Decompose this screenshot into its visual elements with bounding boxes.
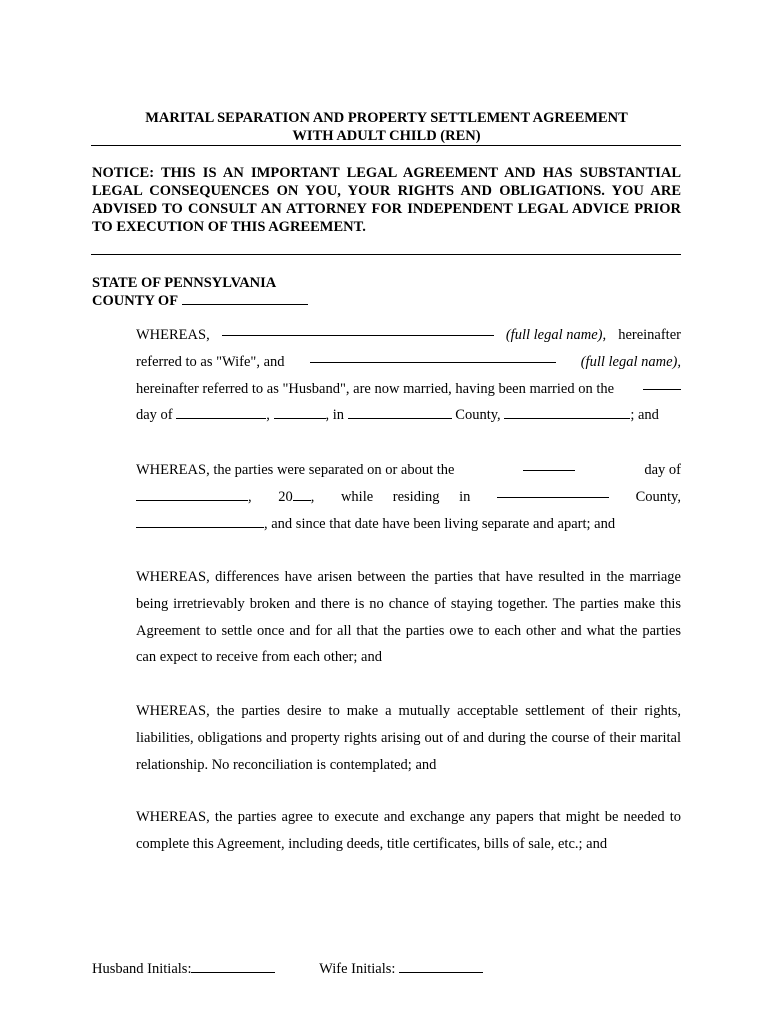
notice-divider (91, 254, 681, 255)
whereas-paragraph-5: WHEREAS, the parties agree to execute and exchange any papers that might be needed to complete this Agreement, including deeds, title certificates, bills of sale, etc.; and (136, 809, 681, 852)
notice-paragraph: NOTICE: THIS IS AN IMPORTANT LEGAL AGREEMENT AND HAS SUBSTANTIAL LEGAL CONSEQUENCES ON YOU, YOUR RIGHTS AND OBLIGATIONS. YOU ARE ADVISED TO CONSULT AN ATTORNEY FOR INDEPENDENT LEGAL ADVICE PRIOR TO EXECUTION OF THIS AGREEMENT. (92, 165, 681, 235)
wife-initials-label: Wife Initials: (319, 961, 396, 977)
wife-name-blank[interactable] (222, 322, 494, 336)
and-label-1: ; and (630, 407, 659, 424)
jurisdiction-block (92, 274, 308, 310)
residence-state-blank[interactable] (136, 514, 264, 528)
referred-wife-label: referred to as "Wife", and (136, 353, 285, 370)
husband-name-blank[interactable] (310, 349, 556, 363)
residence-county-blank[interactable] (497, 484, 609, 498)
marriage-day-blank[interactable] (643, 376, 681, 390)
whereas2-lead: WHEREAS, the parties were separated on or about the (136, 462, 455, 478)
state-line: STATE OF PENNSYLVANIA (92, 275, 277, 291)
husband-initials-label: Husband Initials: (92, 961, 192, 977)
separation-ending: , and since that date have been living separate and apart; and (264, 515, 616, 532)
full-legal-name-label-2: (full legal name), (580, 353, 681, 370)
separation-day-blank[interactable] (523, 457, 575, 471)
whereas-paragraph-4: WHEREAS, the parties desire to make a mutually acceptable settlement of their rights, liabilities, obligations and property rights arising out of and during the course of their marital relationship. No reconciliation is contemplated; and (136, 703, 681, 773)
wife-initials (319, 959, 483, 978)
whereas2-line-2 (136, 484, 681, 511)
county-label-1: County, (455, 407, 501, 424)
marriage-state-blank[interactable] (504, 405, 630, 419)
marriage-year-blank[interactable] (274, 405, 326, 419)
whereas1-line-2 (136, 349, 681, 376)
husband-initials-blank[interactable] (191, 959, 275, 973)
whereas-paragraph-3: WHEREAS, differences have arisen between the parties that have resulted in the marriage being irretrievably broken and there is no chance of staying together. The parties make this Agreement to settle once and for all that the parties owe to each other and what the parties can expect to receive from each other; and (136, 569, 681, 666)
full-legal-name-label: (full legal name), (505, 327, 607, 343)
marriage-county-blank[interactable] (348, 405, 452, 419)
title-line-1: MARITAL SEPARATION AND PROPERTY SETTLEMENT AGREEMENT (145, 110, 628, 126)
marriage-month-blank[interactable] (176, 405, 266, 419)
county-label: COUNTY OF (92, 293, 179, 309)
day-of-label-2: day of (644, 462, 681, 478)
comma-3: , (310, 488, 315, 505)
in-label: , in (325, 407, 345, 424)
comma: , (266, 407, 270, 424)
document-title (92, 109, 681, 145)
whereas2-line-3 (136, 511, 681, 538)
husband-initials (92, 959, 275, 978)
county-blank[interactable] (182, 292, 308, 305)
title-line-2: WITH ADULT CHILD (REN) (292, 128, 481, 144)
title-divider (91, 145, 681, 146)
wife-initials-blank[interactable] (399, 959, 483, 973)
day-of-label: day of (136, 407, 173, 424)
hereinafter-label: hereinafter (618, 327, 681, 343)
initials-footer (92, 959, 483, 978)
husband-married-label: hereinafter referred to as "Husband", are now married, having been married on the (136, 380, 615, 397)
whereas1-line-4 (136, 402, 681, 429)
whereas-paragraph-1 (136, 322, 681, 429)
separation-year-blank[interactable] (293, 487, 311, 501)
whereas-paragraph-2 (136, 457, 681, 537)
county-line (92, 292, 308, 310)
county-label-2: County, (635, 488, 681, 505)
whereas2-line-1 (136, 457, 681, 484)
whereas1-line-1 (136, 322, 681, 349)
year-prefix: 20 (278, 488, 293, 505)
whereas1-lead: WHEREAS, (136, 327, 210, 343)
whereas1-line-3 (136, 376, 681, 403)
while-residing-label: while residing in (340, 488, 471, 505)
separation-month-blank[interactable] (136, 487, 248, 501)
comma-2: , (248, 488, 252, 505)
